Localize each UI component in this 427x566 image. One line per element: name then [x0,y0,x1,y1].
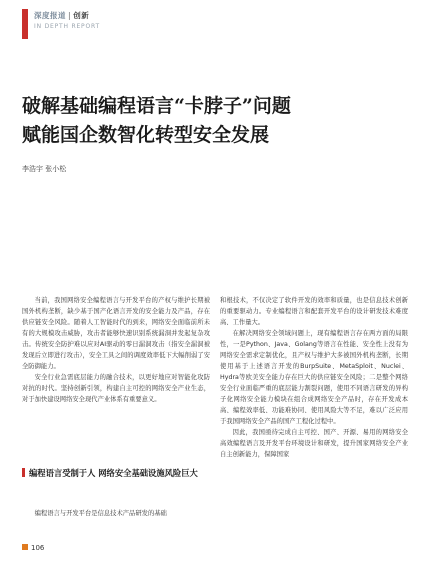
section-name: 创新 [73,11,90,20]
page-number-text: 106 [31,544,45,552]
column-name: 深度报道 [34,11,66,20]
section-subheading [22,467,212,480]
right-column [220,295,408,460]
header-english-label: IN DEPTH REPORT [34,23,100,30]
right-paragraph-3: 因此，我国亟待完成自主可控、国产、开源、易用的网络安全高效编程语言及开发平台环境设计和研发，提升国家网络安全产业自主创新能力，保障国家 [220,429,408,458]
header-column-label [34,10,89,21]
article-title-line-2: 赋能国企数智化转型安全发展 [22,124,270,146]
header-accent-bar [22,9,28,39]
subheading-text: 编程语言受制于人 网络安全基础设施风险巨大 [29,468,198,478]
left-column-continued [22,508,210,519]
left-paragraph-2: 安全行业急需底层能力的融合技术，以更好地应对智能化攻防对抗的时代。坚持创新引领，构建自主可控的网络安全产业生态，对于加快建设网络安全现代产业体系有重要意义。 [22,374,210,403]
left-column [22,295,210,405]
right-paragraph-1: 和根技术，不仅决定了软件开发的效率和质量，也是信息技术创新的重要驱动力。专业编程语言和配套开发平台的设计研发技术难度高、工作量大。 [220,297,408,326]
header-separator: | [68,11,72,20]
article-title-line-1: 破解基础编程语言“卡脖子”问题 [22,95,291,117]
right-paragraph-2: 在解决网络安全领域问题上，现有编程语言存在两方面的局限性，一是Python、Java、Golang等语言在性能、安全性上没有为网络安全需求定制优化，且产权与维护大多被国外机构垄断，长期使用基于上述语言开发的BurpSuite、MetaSploit、Nuclei、Hydra等欧美安全能力存在巨大的供应链安全风险；二是整个网络安全行业面临严重的底层能力割裂问题，使用不同语言研发的异构子化网络安全能力模块在组合成网络安全产品时，存在开发成本高、编程效率低、功能难协同、使用风险大等不足，难以广泛应用于我国网络安全产品的国产工程化过程中。 [220,330,408,425]
left-paragraph-1: 当前，我国网络安全编程语言与开发平台的产权与维护长期被国外机构垄断，缺少基于国产化语言开发的安全能力及产品，存在供应链安全风险。随着人工智能时代的到来，网络安全面临前所未有的大规模攻击威胁，攻击者能够快速识别系统漏洞并发起复杂攻击。传统安全防护难以应对AI驱动的零日漏洞攻击（指安全漏洞被发现后立即进行攻击），安全工具之间的调度效率低下大幅削弱了安全防御能力。 [22,297,210,370]
page-number [22,544,44,552]
article-authors: 李浩宇 张小松 [22,165,67,173]
subheading-accent-bar [22,468,25,477]
left-paragraph-3: 编程语言与开发平台是信息技术产品研发的基础 [34,510,167,517]
page-number-marker [22,544,28,550]
